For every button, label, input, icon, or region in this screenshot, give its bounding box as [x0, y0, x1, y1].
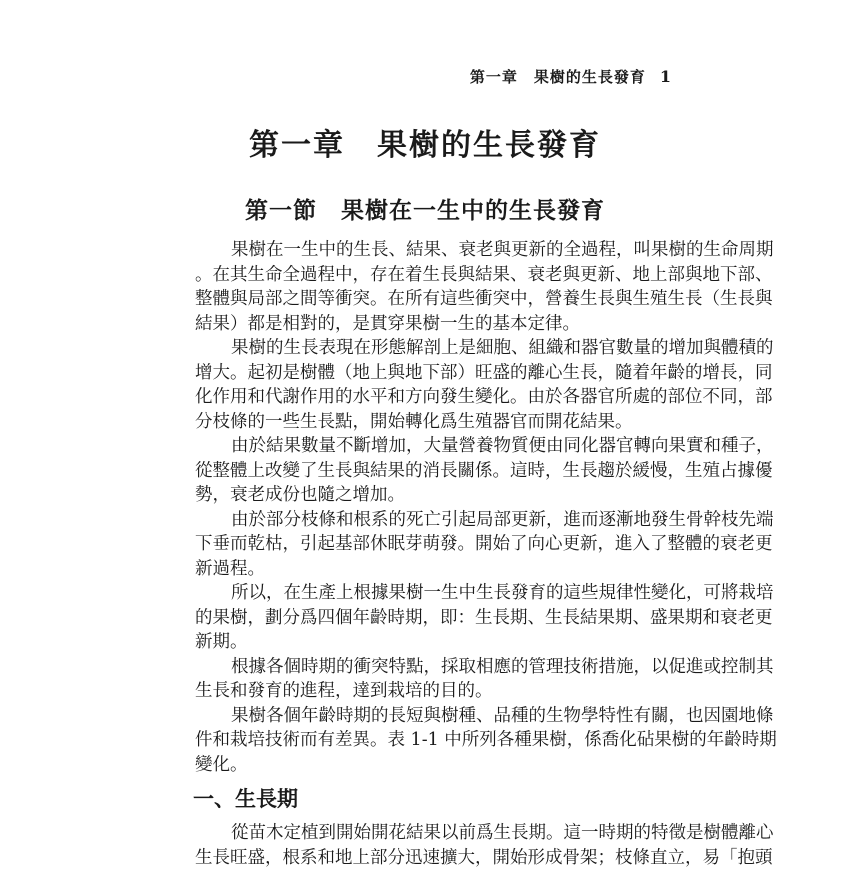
text-line: 變化。 — [195, 753, 667, 778]
text-line: 化作用和代謝作用的水平和方向發生變化。由於各器官所處的部位不同，部 — [195, 385, 667, 410]
text-line: 下垂而乾枯，引起基部休眠芽萌發。開始了向心更新，進入了整體的衰老更 — [195, 532, 667, 557]
paragraph — [195, 581, 667, 655]
paragraph — [195, 238, 667, 336]
text-line: 件和栽培技術而有差異。表 1-1 中所列各種果樹，係喬化砧果樹的年齡時期 — [195, 728, 667, 753]
text-line: 分枝條的一些生長點，開始轉化爲生殖器官而開花結果。 — [195, 410, 667, 435]
text-line: 果樹各個年齡時期的長短與樹種、品種的生物學特性有關，也因園地條 — [195, 704, 667, 729]
paragraph — [195, 508, 667, 582]
text-line: 從苗木定植到開始開花結果以前爲生長期。這一時期的特徵是樹體離心 — [195, 821, 667, 846]
body-text — [195, 238, 667, 870]
subheading: 一、生長期 — [193, 777, 667, 821]
text-line: 由於結果數量不斷增加，大量營養物質便由同化器官轉向果實和種子， — [195, 434, 667, 459]
text-line: 整體與局部之間等衝突。在所有這些衝突中，營養生長與生殖生長（生長與 — [195, 287, 667, 312]
text-line: 結果）都是相對的，是貫穿果樹一生的基本定律。 — [195, 312, 667, 337]
text-line: 的果樹，劃分爲四個年齡時期，即：生長期、生長結果期、盛果期和衰老更 — [195, 606, 667, 631]
running-head — [470, 66, 672, 87]
text-line: 生長旺盛，根系和地上部分迅速擴大，開始形成骨架；枝條直立，易「抱頭 — [195, 846, 667, 870]
text-line: 果樹的生長表現在形態解剖上是細胞、組織和器官數量的增加與體積的 — [195, 336, 667, 361]
text-line: 果樹在一生中的生長、結果、衰老與更新的全過程，叫果樹的生命周期 — [195, 238, 667, 263]
text-line: 。在其生命全過程中，存在着生長與結果、衰老與更新、地上部與地下部、 — [195, 263, 667, 288]
page-number: 1 — [660, 67, 672, 86]
paragraph — [195, 704, 667, 778]
text-line: 增大。起初是樹體（地上與地下部）旺盛的離心生長，隨着年齡的增長，同 — [195, 361, 667, 386]
paragraph — [195, 655, 667, 704]
text-line: 生長和發育的進程，達到栽培的目的。 — [195, 679, 667, 704]
running-head-title: 第一章 果樹的生長發育 — [470, 68, 646, 86]
text-line: 新期。 — [195, 630, 667, 655]
text-line: 從整體上改變了生長與結果的消長關係。這時，生長趨於緩慢，生殖占據優 — [195, 459, 667, 484]
section-title: 第一節 果樹在一生中的生長發育 — [0, 192, 850, 225]
text-line: 所以，在生產上根據果樹一生中生長發育的這些規律性變化，可將栽培 — [195, 581, 667, 606]
text-line: 新過程。 — [195, 557, 667, 582]
text-line: 由於部分枝條和根系的死亡引起局部更新，進而逐漸地發生骨幹枝先端 — [195, 508, 667, 533]
paragraph — [195, 434, 667, 508]
chapter-title: 第一章 果樹的生長發育 — [0, 120, 850, 164]
paragraph — [195, 336, 667, 434]
text-line: 勢，衰老成份也隨之增加。 — [195, 483, 667, 508]
paragraph — [195, 821, 667, 870]
text-line: 根據各個時期的衝突特點，採取相應的管理技術措施，以促進或控制其 — [195, 655, 667, 680]
